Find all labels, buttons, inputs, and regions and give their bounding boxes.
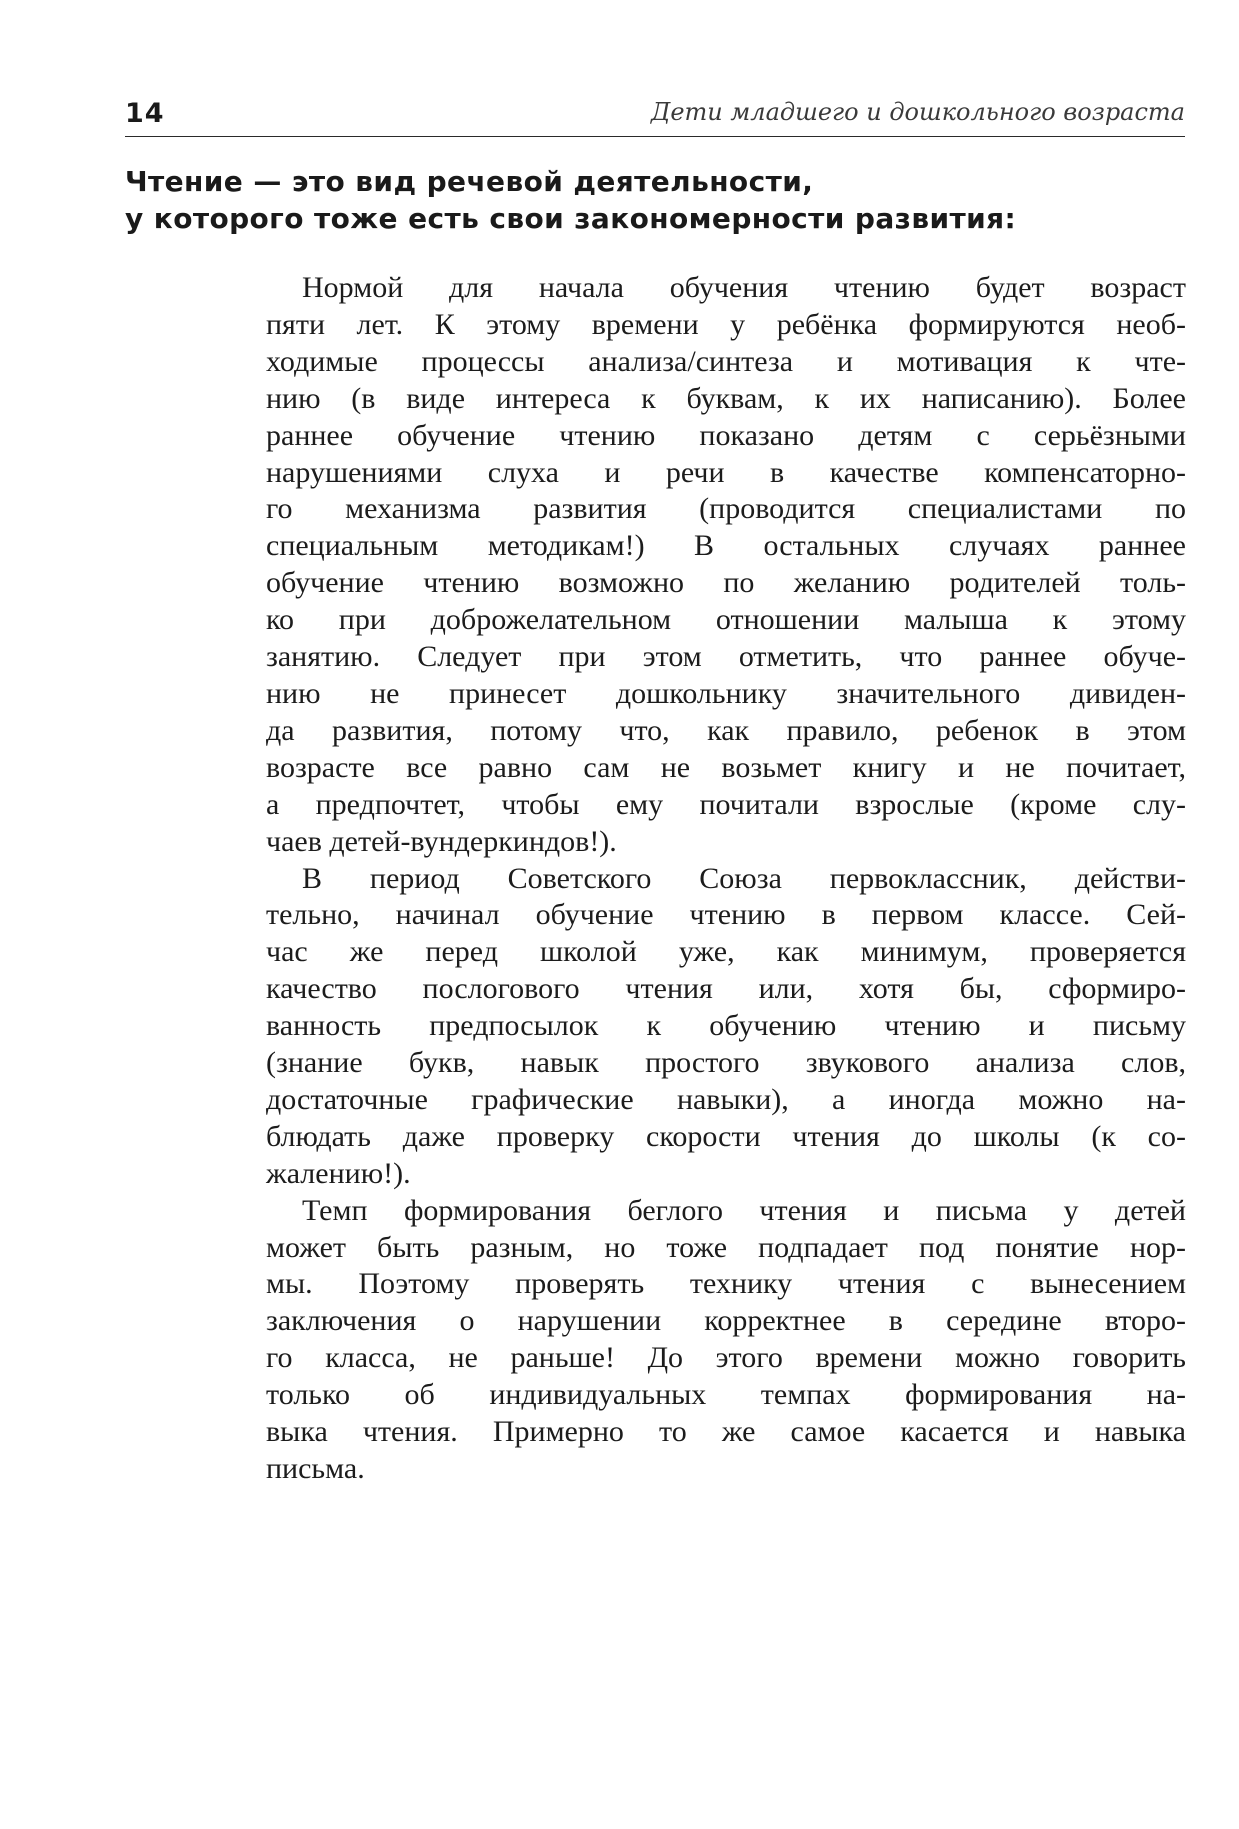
paragraph bbox=[266, 270, 1186, 861]
text-line: В период Советского Союза первоклассник, действи- bbox=[302, 861, 1186, 895]
running-title: Дети младшего и дошкольного возраста bbox=[650, 98, 1185, 126]
text-line: жалению!). bbox=[266, 1156, 411, 1190]
text-line: пяти лет. К этому времени у ребёнка формируются необ- bbox=[266, 307, 1186, 341]
text-line: мы. Поэтому проверять технику чтения с вынесением bbox=[266, 1267, 1186, 1301]
page-header bbox=[125, 92, 1185, 137]
text-line: только об индивидуальных темпах формирования на- bbox=[266, 1378, 1186, 1412]
text-line: возрасте все равно сам не возьмет книгу и не почитает, bbox=[266, 750, 1186, 784]
text-line: го механизма развития (проводится специалистами по bbox=[266, 492, 1186, 526]
text-line: чаев детей-вундеркиндов!). bbox=[266, 824, 617, 858]
text-line: Нормой для начала обучения чтению будет возраст bbox=[302, 271, 1186, 304]
text-line: качество послогового чтения или, хотя бы, сформиро- bbox=[266, 972, 1186, 1006]
text-line: заключения о нарушении корректнее в середине второ- bbox=[266, 1304, 1186, 1338]
section-heading bbox=[125, 163, 1185, 237]
text-line: письма. bbox=[266, 1452, 365, 1485]
text-line: раннее обучение чтению показано детям с серьёзными bbox=[266, 418, 1186, 452]
text-line: достаточные графические навыки), а иногда можно на- bbox=[266, 1082, 1186, 1116]
heading-line: Чтение — это вид речевой деятельности, bbox=[125, 165, 814, 198]
text-line: обучение чтению возможно по желанию родителей толь- bbox=[266, 566, 1186, 600]
text-line: занятию. Следует при этом отметить, что раннее обуче- bbox=[266, 640, 1186, 674]
text-line: тельно, начинал обучение чтению в первом классе. Сей- bbox=[266, 898, 1186, 932]
text-line: да развития, потому что, как правило, ребенок в этом bbox=[266, 713, 1186, 747]
heading-line: у которого тоже есть свои закономерности развития: bbox=[125, 202, 1017, 235]
text-line: нию (в виде интереса к буквам, к их написанию). Более bbox=[266, 381, 1186, 415]
text-line: час же перед школой уже, как минимум, проверяется bbox=[266, 935, 1186, 969]
text-line: специальным методикам!) В остальных случаях раннее bbox=[266, 529, 1186, 563]
text-line: блюдать даже проверку скорости чтения до школы (к со- bbox=[266, 1119, 1186, 1153]
text-line: ванность предпосылок к обучению чтению и письму bbox=[266, 1009, 1186, 1043]
page-number: 14 bbox=[125, 98, 165, 129]
paragraph bbox=[266, 861, 1186, 1193]
text-line: нию не принесет дошкольнику значительного дивиден- bbox=[266, 676, 1186, 710]
text-line: Темп формирования беглого чтения и письма у детей bbox=[302, 1193, 1186, 1227]
body-text bbox=[266, 270, 1186, 1488]
text-line: может быть разным, но тоже подпадает под понятие нор- bbox=[266, 1230, 1186, 1264]
text-line: го класса, не раньше! До этого времени можно говорить bbox=[266, 1341, 1186, 1375]
paragraph bbox=[266, 1193, 1186, 1488]
text-line: а предпочтет, чтобы ему почитали взрослые (кроме слу- bbox=[266, 787, 1186, 821]
text-line: ко при доброжелательном отношении малыша к этому bbox=[266, 603, 1186, 637]
text-line: нарушениями слуха и речи в качестве компенсаторно- bbox=[266, 455, 1186, 489]
text-line: (знание букв, навык простого звукового анализа слов, bbox=[266, 1046, 1186, 1080]
text-line: ходимые процессы анализа/синтеза и мотивация к чте- bbox=[266, 344, 1186, 378]
text-line: выка чтения. Примерно то же самое касается и навыка bbox=[266, 1415, 1186, 1449]
